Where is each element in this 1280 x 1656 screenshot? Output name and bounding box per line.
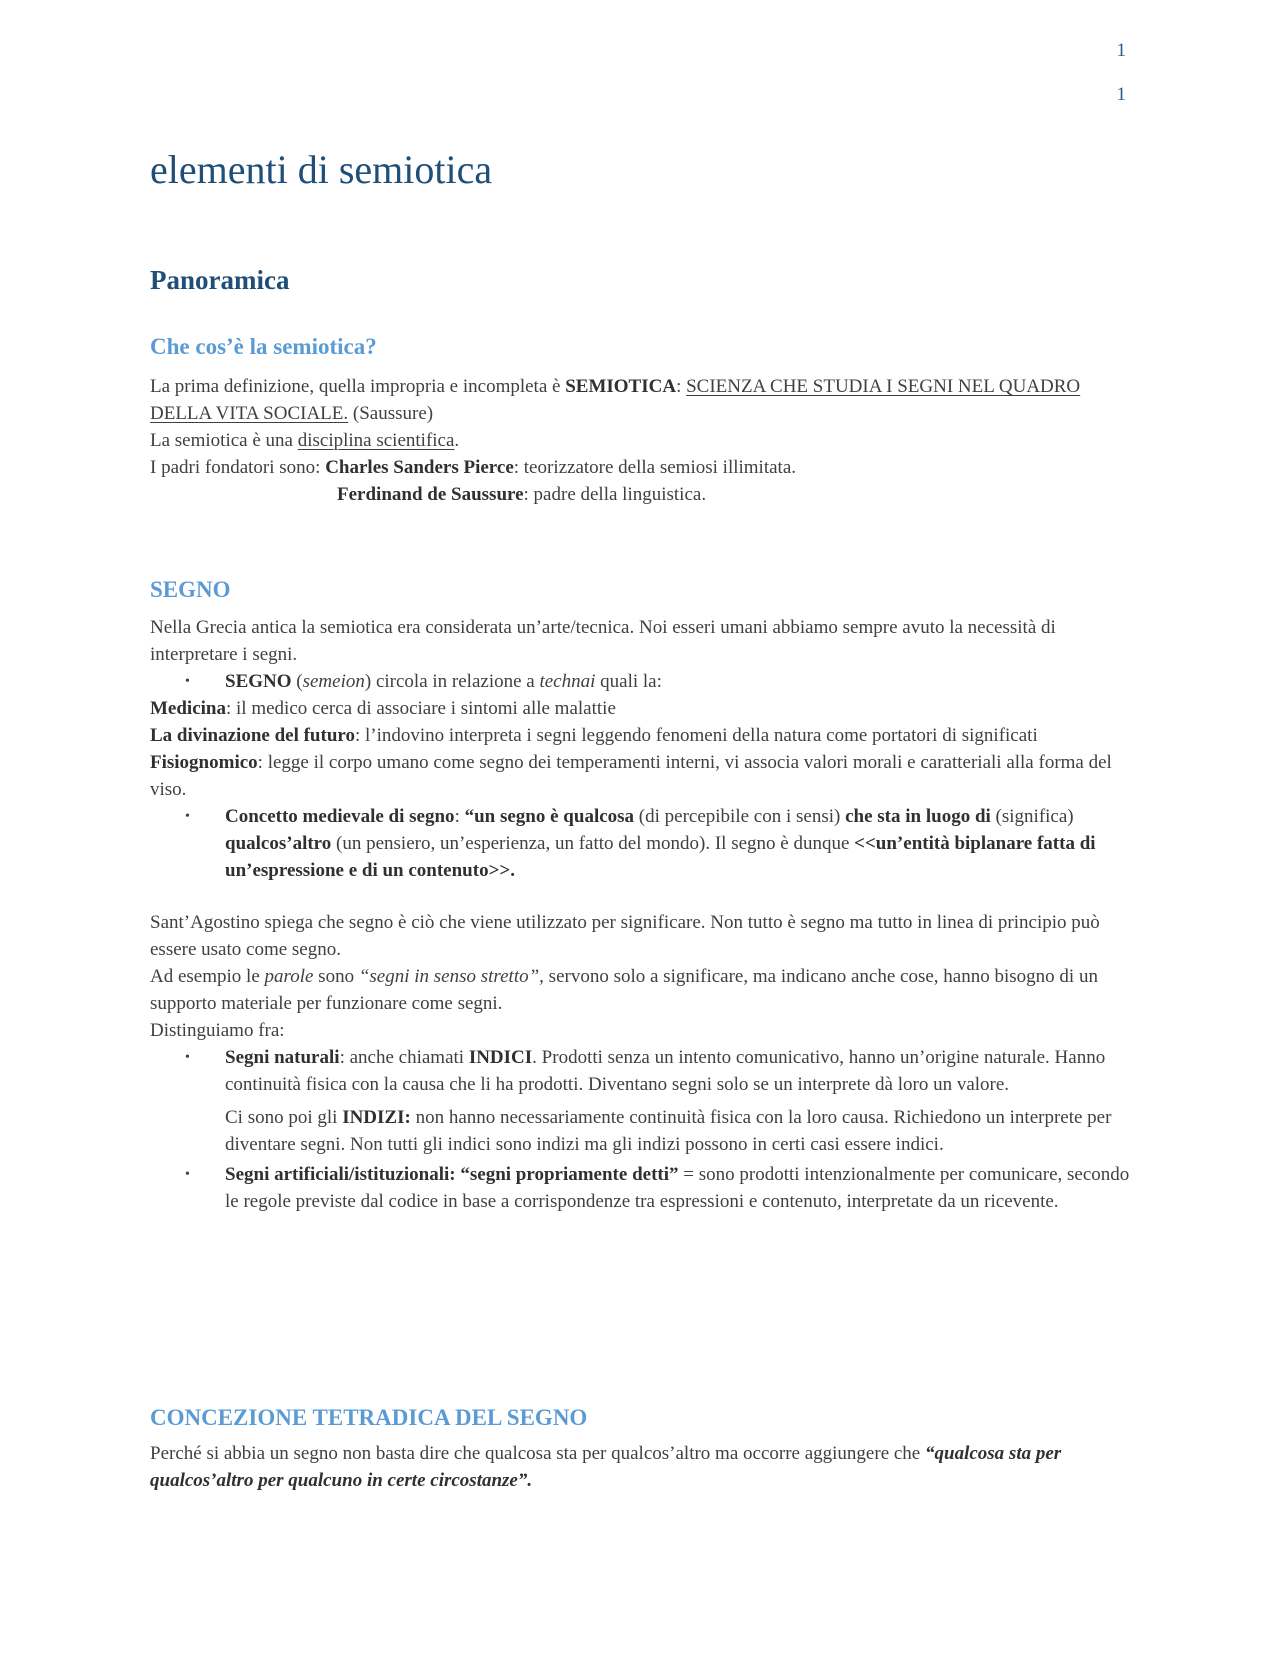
heading-panoramica: Panoramica	[150, 265, 290, 295]
paragraph-grecia: Nella Grecia antica la semiotica era considerata un’arte/tecnica. Noi esseri umani abbiamo sempre avuto la necessità di interpretare i segni.	[150, 617, 1056, 665]
section-panoramica	[150, 373, 1130, 508]
paragraph-agostino: Sant’Agostino spiega che segno è ciò che viene utilizzato per significare. Non tutto è segno ma tutto in linea di principio può essere usato come segno.	[150, 912, 1100, 960]
paragraph-perche: Perché si abbia un segno non basta dire che qualcosa sta per qualcos’altro ma occorre aggiungere che “qualcosa sta per qualcos’altro per qualcuno in certe circostanze”.	[150, 1443, 1062, 1491]
list-item: • SEGNO (semeion) circola in relazione a technai quali la:	[185, 671, 662, 692]
subheading-che-cosa: Che cos’è la semiotica?	[150, 334, 377, 359]
paragraph-fisiognomico: Fisiognomico: legge il corpo umano come segno dei temperamenti interni, vi associa valori morali e caratteriali alla forma del viso.	[150, 752, 1112, 800]
list-item: • Concetto medievale di segno: “un segno è qualcosa (di percepibile con i sensi) che sta in luogo di (significa) qualcos’altro (un pensiero, un’esperienza, un fatto del mondo). Il segno è dunque <<un’entità biplanare fatta di un’espressione e di un contenuto>>.	[185, 806, 1096, 881]
paragraph-disciplina: La semiotica è una disciplina scientifica.	[150, 430, 460, 451]
paragraph-divinazione: La divinazione del futuro: l’indovino interpreta i segni leggendo fenomeni della natura come portatori di significati	[150, 725, 1038, 746]
paragraph-definizione: La prima definizione, quella impropria e incompleta è SEMIOTICA: SCIENZA CHE STUDIA I SEGNI NEL QUADRO DELLA VITA SOCIALE. (Saussure)	[150, 376, 1081, 424]
list-item: • Segni naturali: anche chiamati INDICI. Prodotti senza un intento comunicativo, hanno un’origine naturale. Hanno continuità fisica con la causa che li ha prodotti. Diventano segni solo se un interprete dà loro un valore.	[185, 1047, 1106, 1095]
page-number: 1	[1116, 84, 1126, 105]
paragraph-saussure: Ferdinand de Saussure: padre della linguistica.	[337, 484, 707, 505]
paragraph-indizi: Ci sono poi gli INDIZI: non hanno necessariamente continuità fisica con la loro causa. Richiedono un interprete per diventare segni. Non tutti gli indici sono indizi ma gli indizi possono in certi casi essere indici.	[225, 1107, 1112, 1155]
page-number: 1	[1116, 40, 1126, 61]
paragraph-medicina: Medicina: il medico cerca di associare i sintomi alle malattie	[150, 698, 616, 719]
section-segno	[150, 614, 1130, 1215]
document-title: elementi di semiotica	[150, 147, 493, 192]
paragraph-parole: Ad esempio le parole sono “segni in senso stretto”, servono solo a significare, ma indicano anche cose, hanno bisogno di un supporto materiale per funzionare come segni.	[150, 966, 1098, 1014]
list-item: • Segni artificiali/istituzionali: “segni propriamente detti” = sono prodotti intenzionalmente per comunicare, secondo le regole previste dal codice in base a corrispondenze tra espressioni e contenuto, interpretate da un ricevente.	[185, 1164, 1130, 1212]
heading-tetradica: CONCEZIONE TETRADICA DEL SEGNO	[150, 1405, 588, 1430]
paragraph-padri: I padri fondatori sono: Charles Sanders Pierce: teorizzatore della semiosi illimitata.	[150, 457, 797, 478]
section-tetradica	[150, 1440, 1130, 1494]
paragraph-distinguiamo: Distinguiamo fra:	[150, 1020, 285, 1041]
heading-segno: SEGNO	[150, 577, 231, 602]
